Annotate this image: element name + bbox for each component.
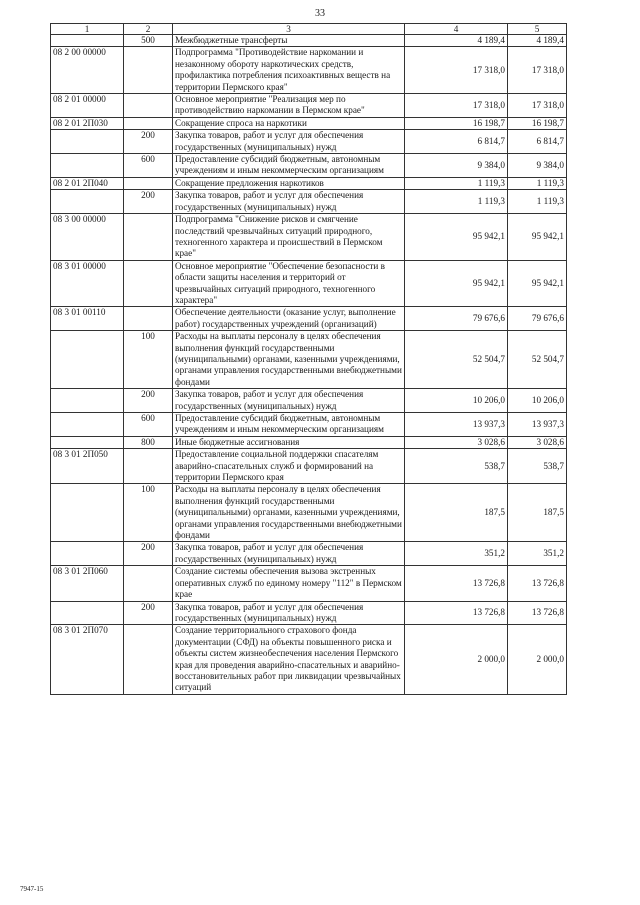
cell-description: Обеспечение деятельности (оказание услуг, выполнение работ) государственных учреждений (организаций) bbox=[173, 307, 405, 331]
cell-expense-type: 600 bbox=[124, 154, 173, 178]
table-row bbox=[51, 484, 567, 542]
header-col-4: 4 bbox=[405, 24, 508, 35]
cell-amount-col5: 10 206,0 bbox=[508, 389, 567, 413]
table-row bbox=[51, 130, 567, 154]
cell-expense-type: 200 bbox=[124, 601, 173, 625]
table-row bbox=[51, 190, 567, 214]
table-row bbox=[51, 35, 567, 47]
cell-expense-type: 800 bbox=[124, 436, 173, 448]
cell-description: Закупка товаров, работ и услуг для обеспечения государственных (муниципальных) нужд bbox=[173, 190, 405, 214]
cell-description: Основное мероприятие "Обеспечение безопасности в области защиты населения и территорий от чрезвычайных ситуаций природного, техногенного характера" bbox=[173, 260, 405, 307]
cell-description: Подпрограмма "Снижение рисков и смягчение последствий чрезвычайных ситуаций природного, техногенного характера и происшествий в Пермском крае" bbox=[173, 214, 405, 261]
table-row bbox=[51, 413, 567, 437]
cell-classification-code: 08 2 00 00000 bbox=[51, 47, 124, 94]
table-body bbox=[51, 35, 567, 695]
header-col-1: 1 bbox=[51, 24, 124, 35]
cell-amount-col4: 95 942,1 bbox=[405, 260, 508, 307]
cell-classification-code: 08 3 01 00000 bbox=[51, 260, 124, 307]
cell-amount-col5: 52 504,7 bbox=[508, 331, 567, 389]
cell-expense-type bbox=[124, 260, 173, 307]
cell-amount-col5: 16 198,7 bbox=[508, 117, 567, 129]
cell-classification-code bbox=[51, 413, 124, 437]
cell-classification-code bbox=[51, 484, 124, 542]
footer-code: 7947-15 bbox=[20, 885, 44, 893]
cell-description: Закупка товаров, работ и услуг для обеспечения государственных (муниципальных) нужд bbox=[173, 542, 405, 566]
cell-description: Закупка товаров, работ и услуг для обеспечения государственных (муниципальных) нужд bbox=[173, 130, 405, 154]
header-row bbox=[51, 24, 567, 35]
cell-classification-code: 08 3 01 2П060 bbox=[51, 566, 124, 601]
cell-amount-col5: 79 676,6 bbox=[508, 307, 567, 331]
cell-expense-type bbox=[124, 47, 173, 94]
table-row bbox=[51, 47, 567, 94]
table-row bbox=[51, 214, 567, 261]
cell-description: Предоставление субсидий бюджетным, автономным учреждениям и иным некоммерческим организациям bbox=[173, 413, 405, 437]
cell-expense-type: 200 bbox=[124, 389, 173, 413]
cell-amount-col5: 13 726,8 bbox=[508, 601, 567, 625]
cell-classification-code bbox=[51, 601, 124, 625]
header-col-2: 2 bbox=[124, 24, 173, 35]
cell-amount-col5: 17 318,0 bbox=[508, 94, 567, 118]
table-row bbox=[51, 260, 567, 307]
cell-amount-col4: 52 504,7 bbox=[405, 331, 508, 389]
cell-description: Предоставление социальной поддержки спасателям аварийно-спасательных служб и формирований на территории Пермского края bbox=[173, 449, 405, 484]
cell-expense-type: 200 bbox=[124, 130, 173, 154]
cell-amount-col4: 95 942,1 bbox=[405, 214, 508, 261]
cell-amount-col4: 13 726,8 bbox=[405, 566, 508, 601]
cell-expense-type: 100 bbox=[124, 484, 173, 542]
cell-classification-code: 08 3 01 00110 bbox=[51, 307, 124, 331]
cell-description: Закупка товаров, работ и услуг для обеспечения государственных (муниципальных) нужд bbox=[173, 389, 405, 413]
cell-expense-type bbox=[124, 625, 173, 694]
cell-amount-col5: 538,7 bbox=[508, 449, 567, 484]
cell-amount-col4: 17 318,0 bbox=[405, 47, 508, 94]
cell-description: Расходы на выплаты персоналу в целях обеспечения выполнения функций государственными (муниципальными) органами, казенными учреждениями, органами управления государственными внебюджетными фондами bbox=[173, 331, 405, 389]
cell-amount-col5: 9 384,0 bbox=[508, 154, 567, 178]
table-row bbox=[51, 566, 567, 601]
cell-amount-col4: 1 119,3 bbox=[405, 177, 508, 189]
cell-amount-col5: 4 189,4 bbox=[508, 35, 567, 47]
header-col-3: 3 bbox=[173, 24, 405, 35]
cell-expense-type: 100 bbox=[124, 331, 173, 389]
cell-classification-code bbox=[51, 436, 124, 448]
cell-amount-col4: 10 206,0 bbox=[405, 389, 508, 413]
cell-expense-type bbox=[124, 307, 173, 331]
cell-amount-col5: 13 937,3 bbox=[508, 413, 567, 437]
cell-description: Создание территориального страхового фонда документации (СФД) на объекты повышенного риска и объекты систем жизнеобеспечения населения Пермского края для проведения аварийно-спасательных и аварийно-восстановительных работ при ликвидации чрезвычайных ситуаций bbox=[173, 625, 405, 694]
cell-classification-code: 08 3 01 2П050 bbox=[51, 449, 124, 484]
cell-classification-code bbox=[51, 389, 124, 413]
cell-description: Сокращение предложения наркотиков bbox=[173, 177, 405, 189]
cell-amount-col4: 17 318,0 bbox=[405, 94, 508, 118]
table-row bbox=[51, 331, 567, 389]
cell-description: Сокращение спроса на наркотики bbox=[173, 117, 405, 129]
table-row bbox=[51, 449, 567, 484]
cell-description: Подпрограмма "Противодействие наркомании и незаконному обороту наркотических средств, профилактика потребления психоактивных веществ на территории Пермского края" bbox=[173, 47, 405, 94]
cell-classification-code bbox=[51, 154, 124, 178]
cell-description: Расходы на выплаты персоналу в целях обеспечения выполнения функций государственными (муниципальными) органами, казенными учреждениями, органами управления государственными внебюджетными фондами bbox=[173, 484, 405, 542]
cell-amount-col4: 187,5 bbox=[405, 484, 508, 542]
table-row bbox=[51, 625, 567, 694]
cell-description: Иные бюджетные ассигнования bbox=[173, 436, 405, 448]
cell-amount-col4: 79 676,6 bbox=[405, 307, 508, 331]
cell-amount-col5: 351,2 bbox=[508, 542, 567, 566]
cell-amount-col5: 13 726,8 bbox=[508, 566, 567, 601]
cell-classification-code: 08 2 01 2П040 bbox=[51, 177, 124, 189]
cell-classification-code: 08 3 01 2П070 bbox=[51, 625, 124, 694]
cell-expense-type bbox=[124, 177, 173, 189]
cell-amount-col5: 95 942,1 bbox=[508, 260, 567, 307]
table-row bbox=[51, 436, 567, 448]
cell-amount-col4: 2 000,0 bbox=[405, 625, 508, 694]
cell-classification-code: 08 2 01 2П030 bbox=[51, 117, 124, 129]
cell-classification-code bbox=[51, 331, 124, 389]
cell-amount-col5: 1 119,3 bbox=[508, 177, 567, 189]
cell-expense-type: 600 bbox=[124, 413, 173, 437]
cell-classification-code bbox=[51, 130, 124, 154]
cell-expense-type bbox=[124, 117, 173, 129]
cell-description: Межбюджетные трансферты bbox=[173, 35, 405, 47]
cell-amount-col5: 2 000,0 bbox=[508, 625, 567, 694]
cell-classification-code bbox=[51, 190, 124, 214]
cell-amount-col5: 1 119,3 bbox=[508, 190, 567, 214]
cell-amount-col5: 95 942,1 bbox=[508, 214, 567, 261]
cell-classification-code: 08 3 00 00000 bbox=[51, 214, 124, 261]
cell-amount-col5: 187,5 bbox=[508, 484, 567, 542]
table-row bbox=[51, 154, 567, 178]
cell-amount-col4: 351,2 bbox=[405, 542, 508, 566]
cell-amount-col4: 13 937,3 bbox=[405, 413, 508, 437]
cell-description: Основное мероприятие "Реализация мер по противодействию наркомании в Пермском крае" bbox=[173, 94, 405, 118]
cell-expense-type bbox=[124, 94, 173, 118]
cell-amount-col4: 3 028,6 bbox=[405, 436, 508, 448]
cell-expense-type: 200 bbox=[124, 542, 173, 566]
cell-description: Создание системы обеспечения вызова экстренных оперативных служб по единому номеру "112" в Пермском крае bbox=[173, 566, 405, 601]
cell-classification-code bbox=[51, 542, 124, 566]
cell-amount-col5: 6 814,7 bbox=[508, 130, 567, 154]
table-row bbox=[51, 389, 567, 413]
cell-expense-type: 500 bbox=[124, 35, 173, 47]
cell-classification-code bbox=[51, 35, 124, 47]
table-row bbox=[51, 307, 567, 331]
cell-classification-code: 08 2 01 00000 bbox=[51, 94, 124, 118]
cell-amount-col4: 4 189,4 bbox=[405, 35, 508, 47]
table-row bbox=[51, 542, 567, 566]
page-number: 33 bbox=[315, 8, 325, 19]
table-row bbox=[51, 117, 567, 129]
budget-table bbox=[50, 23, 567, 695]
cell-amount-col4: 1 119,3 bbox=[405, 190, 508, 214]
cell-amount-col4: 13 726,8 bbox=[405, 601, 508, 625]
cell-amount-col5: 3 028,6 bbox=[508, 436, 567, 448]
cell-expense-type bbox=[124, 214, 173, 261]
cell-amount-col4: 6 814,7 bbox=[405, 130, 508, 154]
table-row bbox=[51, 94, 567, 118]
cell-amount-col4: 538,7 bbox=[405, 449, 508, 484]
cell-description: Закупка товаров, работ и услуг для обеспечения государственных (муниципальных) нужд bbox=[173, 601, 405, 625]
cell-description: Предоставление субсидий бюджетным, автономным учреждениям и иным некоммерческим организациям bbox=[173, 154, 405, 178]
cell-expense-type bbox=[124, 566, 173, 601]
table-header bbox=[51, 24, 567, 35]
table-row bbox=[51, 177, 567, 189]
header-col-5: 5 bbox=[508, 24, 567, 35]
table-row bbox=[51, 601, 567, 625]
cell-amount-col4: 16 198,7 bbox=[405, 117, 508, 129]
cell-amount-col5: 17 318,0 bbox=[508, 47, 567, 94]
cell-expense-type bbox=[124, 449, 173, 484]
cell-amount-col4: 9 384,0 bbox=[405, 154, 508, 178]
cell-expense-type: 200 bbox=[124, 190, 173, 214]
